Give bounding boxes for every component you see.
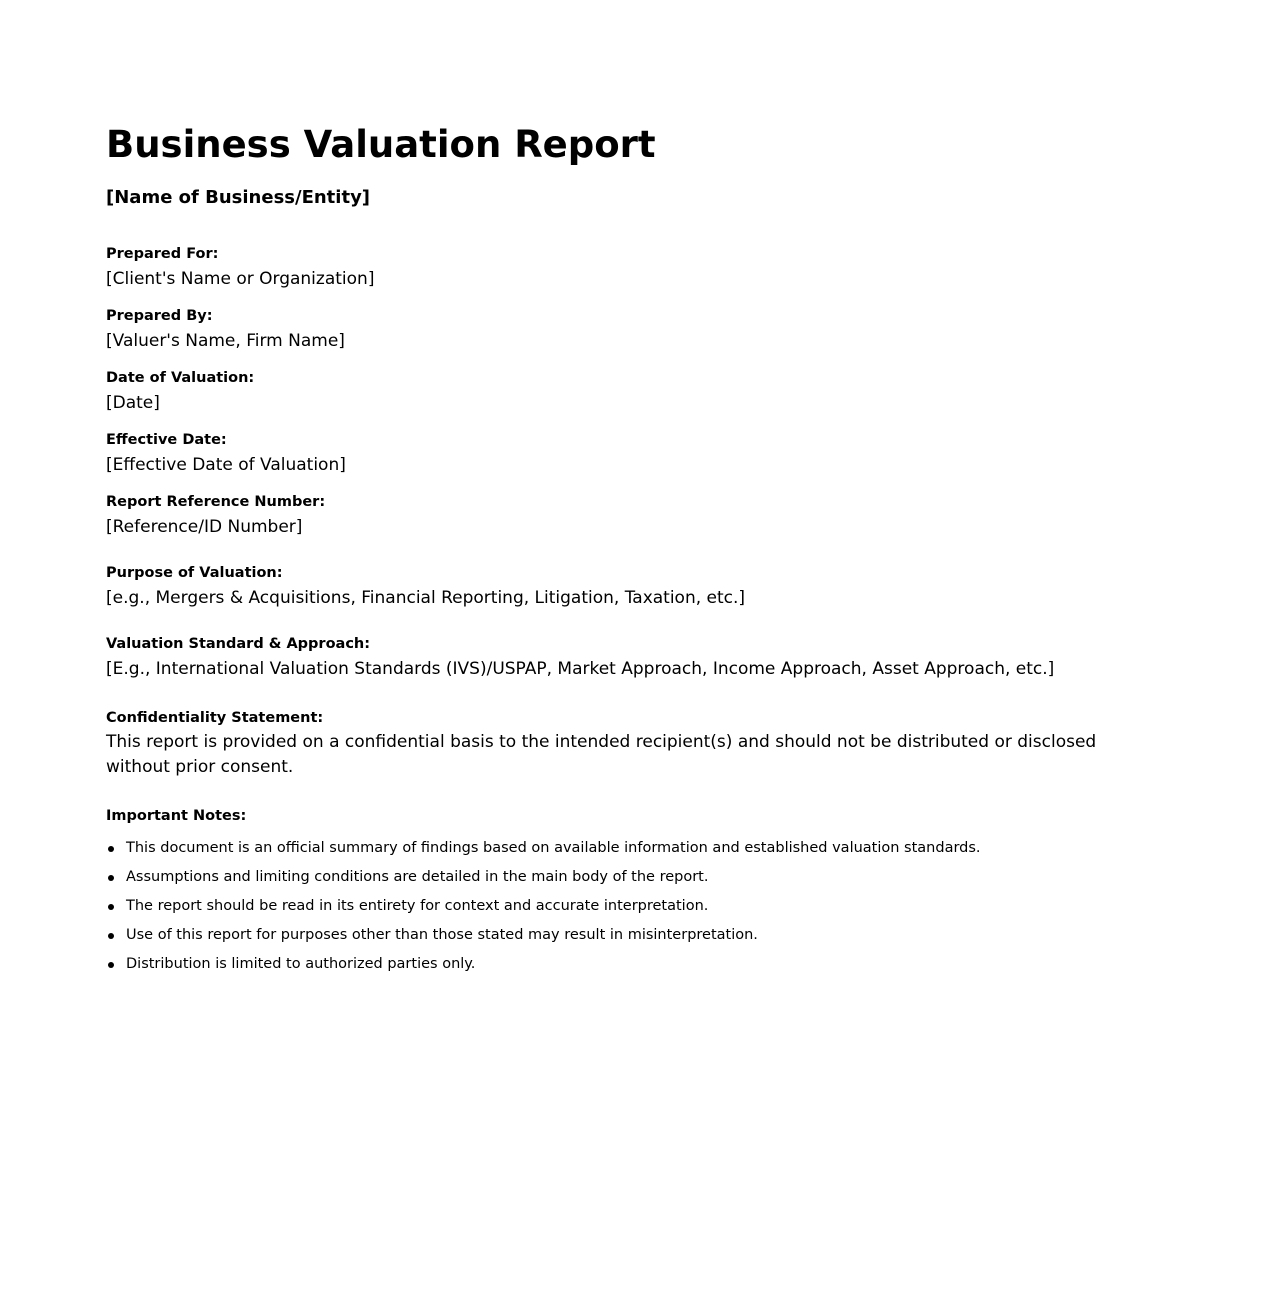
field-value: [Client's Name or Organization]: [106, 269, 375, 289]
field-label: Confidentiality Statement:: [106, 710, 324, 726]
bullet-icon: [108, 846, 114, 852]
bullet-icon: [108, 962, 114, 968]
field-report-reference-number: [106, 492, 1172, 540]
list-item: [106, 863, 1172, 892]
field-prepared-for: [106, 244, 1172, 292]
field-confidentiality-statement: [106, 708, 1172, 780]
bullet-icon: [108, 904, 114, 910]
field-label: Effective Date:: [106, 432, 227, 448]
field-prepared-by: [106, 306, 1172, 354]
field-value: [Effective Date of Valuation]: [106, 455, 346, 475]
field-label: Date of Valuation:: [106, 370, 255, 386]
field-value: [Reference/ID Number]: [106, 517, 303, 537]
field-label: Purpose of Valuation:: [106, 565, 283, 581]
field-value: [E.g., International Valuation Standards (IVS)/USPAP, Market Approach, Income Approach, Asset Approach, etc.]: [106, 659, 1055, 679]
field-value: [Valuer's Name, Firm Name]: [106, 331, 345, 351]
field-label: Prepared By:: [106, 308, 213, 324]
field-value: This report is provided on a confidential basis to the intended recipient(s) and should not be distributed or disclosed without prior consent.: [106, 732, 1097, 777]
field-effective-date: [106, 430, 1172, 478]
report-fields: [106, 244, 1172, 780]
list-item: [106, 921, 1172, 950]
field-value: [e.g., Mergers & Acquisitions, Financial Reporting, Litigation, Taxation, etc.]: [106, 588, 746, 608]
field-value: [Date]: [106, 393, 160, 413]
field-label: Report Reference Number:: [106, 494, 326, 510]
important-notes-label: Important Notes:: [106, 808, 247, 824]
field-purpose-of-valuation: [106, 563, 1172, 611]
list-item-text: Use of this report for purposes other than those stated may result in misinterpretation.: [126, 927, 758, 943]
list-item-text: The report should be read in its entirety for context and accurate interpretation.: [126, 898, 709, 914]
bullet-icon: [108, 875, 114, 881]
list-item: [106, 834, 1172, 863]
field-label: Valuation Standard & Approach:: [106, 636, 371, 652]
list-item-text: Distribution is limited to authorized parties only.: [126, 956, 476, 972]
important-notes-section: [106, 806, 1172, 979]
important-notes-list: [106, 834, 1172, 979]
page-title: Business Valuation Report: [106, 123, 656, 166]
bullet-icon: [108, 933, 114, 939]
business-name-placeholder: [Name of Business/Entity]: [106, 187, 371, 208]
field-valuation-standard: [106, 634, 1172, 682]
list-item: [106, 950, 1172, 979]
field-label: Prepared For:: [106, 246, 219, 262]
list-item-text: Assumptions and limiting conditions are detailed in the main body of the report.: [126, 869, 709, 885]
field-date-of-valuation: [106, 368, 1172, 416]
list-item: [106, 892, 1172, 921]
list-item-text: This document is an official summary of findings based on available information and established valuation standards.: [126, 840, 981, 856]
